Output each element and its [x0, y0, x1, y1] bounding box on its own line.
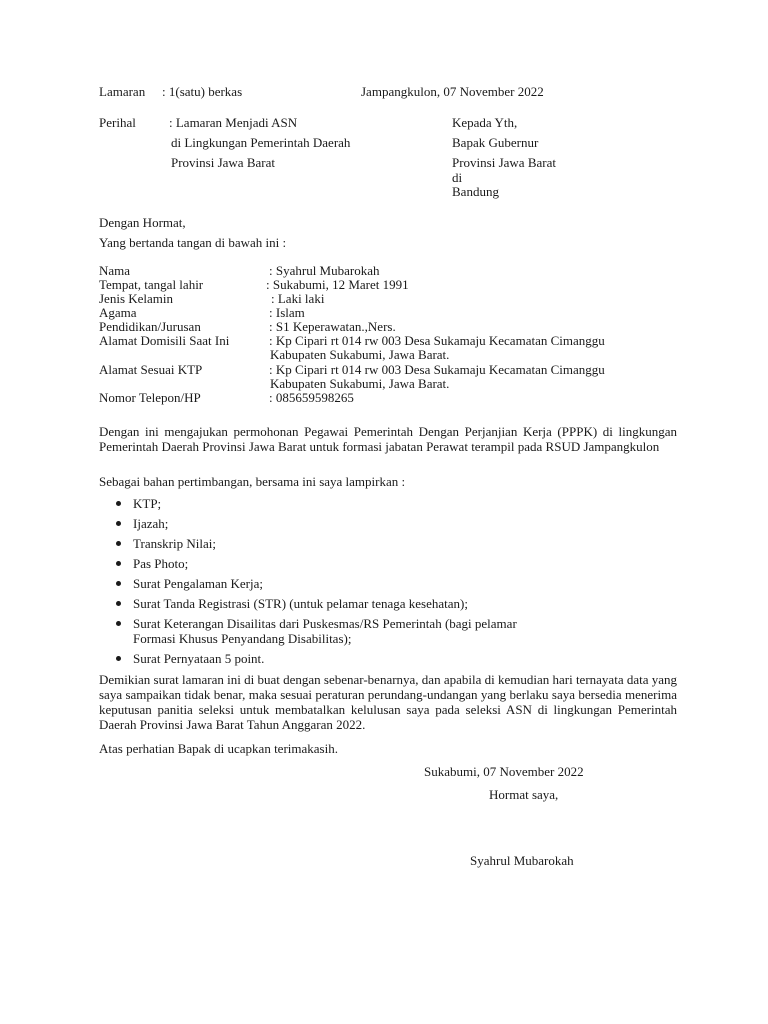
attachment-text: Transkrip Nilai;: [133, 536, 216, 551]
identity-value-continued: Kabupaten Sukabumi, Jawa Barat.: [270, 376, 450, 391]
signature-regards: Hormat saya,: [489, 787, 559, 802]
bullet-icon: [116, 521, 121, 526]
header-place-date: Jampangkulon, 07 November 2022: [361, 84, 544, 99]
attachment-item: [99, 496, 659, 511]
signature-place-date: Sukabumi, 07 November 2022: [424, 764, 584, 779]
bullet-icon: [116, 501, 121, 506]
attachment-item: [99, 556, 659, 571]
recipient-block: [452, 115, 556, 199]
signature-name: Syahrul Mubarokah: [470, 853, 574, 868]
greeting: Dengan Hormat,: [99, 215, 186, 230]
identity-value: : Islam: [269, 305, 305, 320]
attachment-text: Surat Tanda Registrasi (STR) (untuk pelamar tenaga kesehatan);: [133, 596, 468, 611]
identity-value: : S1 Keperawatan.,Ners.: [269, 319, 396, 334]
identity-value-continued: Kabupaten Sukabumi, Jawa Barat.: [270, 347, 450, 362]
attachment-item: [99, 536, 659, 551]
identity-value: : Kp Cipari rt 014 rw 003 Desa Sukamaju Kecamatan Cimanggu: [269, 333, 605, 348]
identity-label: Agama: [99, 305, 137, 320]
attachment-text: Pas Photo;: [133, 556, 189, 571]
attachment-text: Ijazah;: [133, 516, 169, 531]
bullet-icon: [116, 541, 121, 546]
identity-label: Tempat, tangal lahir: [99, 277, 204, 292]
identity-value: : 085659598265: [269, 390, 354, 405]
identity-value: : Syahrul Mubarokah: [269, 263, 380, 278]
intro-text: Yang bertanda tangan di bawah ini :: [99, 235, 287, 250]
attachments-intro: Sebagai bahan pertimbangan, bersama ini saya lampirkan :: [99, 474, 406, 489]
bullet-icon: [116, 656, 121, 661]
closing-paragraph: Demikian surat lamaran ini di buat dengan sebenar-benarnya, dan apabila di kemudian hari ternayata data yang saya sampaikan tidak benar, maka sesuai peraturan perundang-undangan yang berlaku saya bersedia menerima keputusan panitia seleksi untuk membatalkan kelulusan saya pada seleksi ASN di lingkungan Pemerintah Daerah Provinsi Jawa Barat Tahun Anggaran 2022.: [99, 672, 678, 732]
perihal-line: di Lingkungan Pemerintah Daerah: [171, 135, 351, 150]
attachment-item: [99, 596, 659, 611]
identity-label: Jenis Kelamin: [99, 291, 174, 306]
perihal-block: [171, 115, 350, 171]
attachment-item: [99, 576, 659, 591]
perihal-label: Perihal: [99, 115, 136, 130]
attachment-text-continued: Formasi Khusus Penyandang Disabilitas);: [133, 631, 352, 646]
attachment-item: [99, 616, 659, 646]
attachment-text: Surat Pernyataan 5 point.: [133, 651, 265, 666]
attachment-text: KTP;: [133, 496, 162, 511]
identity-value: : Laki laki: [271, 291, 325, 306]
attachment-item: [99, 516, 659, 531]
identity-label: Alamat Domisili Saat Ini: [99, 333, 230, 348]
application-paragraph: Dengan ini mengajukan permohonan Pegawai Pemerintah Dengan Perjanjian Kerja (PPPK) di lingkungan Pemerintah Daerah Provinsi Jawa Barat untuk formasi jabatan Perawat terampil pada RSUD Jampangkulon: [99, 424, 677, 454]
lamaran-value: : 1(satu) berkas: [162, 84, 243, 99]
identity-label: Nama: [99, 263, 131, 278]
recipient-line: Kepada Yth,: [452, 115, 518, 130]
lamaran-label: Lamaran: [99, 84, 146, 99]
identity-label: Pendidikan/Jurusan: [99, 319, 201, 334]
recipient-line: Bapak Gubernur: [452, 135, 539, 150]
recipient-line: di: [452, 170, 463, 185]
attachments-list: [99, 496, 659, 671]
bullet-icon: [116, 561, 121, 566]
identity-value: : Kp Cipari rt 014 rw 003 Desa Sukamaju Kecamatan Cimanggu: [269, 362, 605, 377]
attachment-item: [99, 651, 659, 666]
bullet-icon: [116, 581, 121, 586]
bullet-icon: [116, 621, 121, 626]
identity-label: Alamat Sesuai KTP: [99, 362, 203, 377]
identity-value: : Sukabumi, 12 Maret 1991: [266, 277, 409, 292]
perihal-line: Provinsi Jawa Barat: [171, 155, 275, 170]
recipient-line: Bandung: [452, 184, 499, 199]
recipient-line: Provinsi Jawa Barat: [452, 155, 556, 170]
attachment-text: Surat Pengalaman Kerja;: [133, 576, 263, 591]
identity-label: Nomor Telepon/HP: [99, 390, 201, 405]
thanks-text: Atas perhatian Bapak di ucapkan terimakasih.: [99, 741, 338, 756]
perihal-line: : Lamaran Menjadi ASN: [169, 115, 298, 130]
attachment-text: Surat Keterangan Disailitas dari Puskesmas/RS Pemerintah (bagi pelamar: [133, 616, 517, 631]
bullet-icon: [116, 601, 121, 606]
